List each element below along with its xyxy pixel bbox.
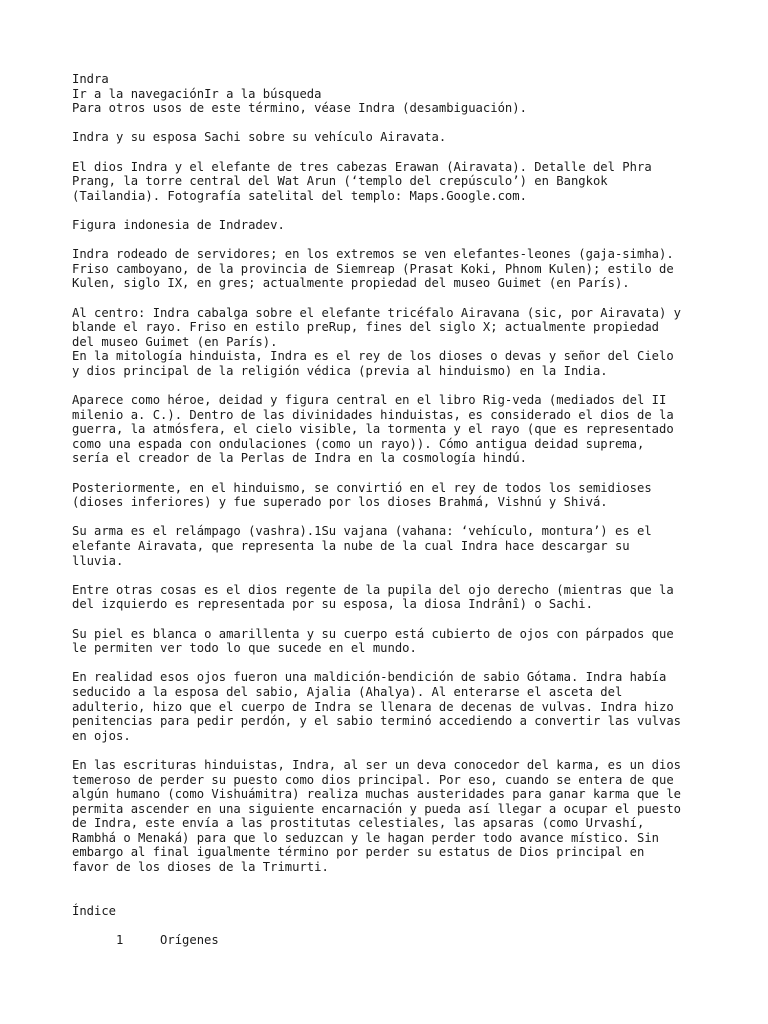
- toc-item-number: 1: [116, 933, 124, 948]
- paragraph-line: guerra, la atmósfera, el cielo visible, la tormenta y el rayo (que es representado: [72, 422, 674, 437]
- caption-2: [72, 160, 712, 204]
- document-header: [72, 72, 712, 116]
- toc-heading: Índice: [72, 903, 117, 918]
- toc-item-label: Orígenes: [160, 933, 219, 948]
- document-page: [72, 72, 712, 948]
- paragraph-7: [72, 670, 712, 743]
- toc-item[interactable]: [72, 918, 712, 948]
- paragraph-line: embargo al final igualmente término por perder su estatus de Dios principal en: [72, 845, 645, 860]
- paragraph-line: Entre otras cosas es el dios regente de la pupila del ojo derecho (mientras que la: [72, 582, 674, 597]
- paragraph-line: En la mitología hinduista, Indra es el rey de los dioses o devas y señor del Cielo: [72, 349, 674, 364]
- paragraph-line: como una espada con ondulaciones (como un rayo)). Cómo antigua deidad suprema,: [72, 436, 645, 451]
- paragraph-line: Rambhá o Menaká) para que lo seduzcan y le hagan perder todo avance místico. Sin: [72, 830, 659, 845]
- paragraph-line: Aparece como héroe, deidad y figura central en el libro Rig-veda (mediados del II: [72, 393, 667, 408]
- paragraph-line: elefante Airavata, que representa la nube de la cual Indra hace descargar su: [72, 539, 630, 553]
- paragraph-line: de Indra, este envía a las prostitutas celestiales, las apsaras (como Urvashí,: [72, 816, 645, 831]
- navigation-links[interactable]: Ir a la navegaciónIr a la búsqueda: [72, 86, 322, 101]
- paragraph-line: (dioses inferiores) y fue superado por los dioses Brahmá, Vishnú y Shivá.: [72, 495, 608, 510]
- paragraph-line: algún humano (como Vishuámitra) realiza muchas austeridades para ganar karma que le: [72, 787, 682, 802]
- caption-line: El dios Indra y el elefante de tres cabezas Erawan (Airavata). Detalle del Phra: [72, 159, 652, 174]
- caption-3: [72, 218, 712, 233]
- paragraph-line: permita ascender en una siguiente encarnación y pueda así llegar a ocupar el puesto: [72, 801, 682, 816]
- paragraph-line: sería el creador de la Perlas de Indra en la cosmología hindú.: [72, 451, 527, 466]
- paragraph-5: [72, 583, 712, 612]
- paragraph-1: [72, 349, 712, 378]
- paragraph-line: Su arma es el relámpago (vashra).1Su vajana (vahana: ‘vehículo, montura’) es el: [72, 524, 652, 539]
- paragraph-line: En las escrituras hinduistas, Indra, al ser un deva conocedor del karma, es un dios: [72, 757, 682, 772]
- caption-5: [72, 306, 712, 350]
- caption-line: Figura indonesia de Indradev.: [72, 217, 285, 232]
- paragraph-line: Posteriormente, en el hinduismo, se convirtió en el rey de todos los semidioses: [72, 480, 652, 495]
- paragraph-line: temeroso de perder su puesto como dios principal. Por eso, cuando se entera de que: [72, 772, 674, 787]
- table-of-contents: [72, 903, 712, 948]
- paragraph-2: [72, 393, 712, 466]
- caption-line: Friso camboyano, de la provincia de Siemreap (Prasat Koki, Phnom Kulen); estilo de: [72, 261, 674, 276]
- caption-line: (Tailandia). Fotografía satelital del templo: Maps.Google.com.: [72, 188, 527, 203]
- caption-1: [72, 130, 712, 145]
- paragraph-line: del izquierdo es representada por su esposa, la diosa Indrânî) o Sachi.: [72, 597, 593, 612]
- paragraph-4: [72, 524, 712, 568]
- blank-line: [72, 889, 712, 904]
- paragraph-line: penitencias para pedir perdón, y el sabio terminó accediendo a convertir las vulvas: [72, 714, 682, 729]
- paragraph-8: [72, 758, 712, 875]
- paragraph-6: [72, 627, 712, 656]
- disambiguation-note: Para otros usos de este término, véase Indra (desambiguación).: [72, 101, 527, 116]
- caption-line: Al centro: Indra cabalga sobre el elefante tricéfalo Airavana (sic, por Airavata) y: [72, 305, 682, 320]
- paragraph-line: En realidad esos ojos fueron una maldición-bendición de sabio Gótama. Indra había: [72, 670, 667, 685]
- paragraph-3: [72, 481, 712, 510]
- caption-line: Kulen, siglo IX, en gres; actualmente propiedad del museo Guimet (en París).: [72, 276, 630, 291]
- paragraph-line: Su piel es blanca o amarillenta y su cuerpo está cubierto de ojos con párpados que: [72, 626, 674, 641]
- caption-line: Prang, la torre central del Wat Arun (‘templo del crepúsculo’) en Bangkok: [72, 174, 608, 189]
- paragraph-line: le permiten ver todo lo que sucede en el mundo.: [72, 641, 417, 656]
- caption-line: Indra rodeado de servidores; en los extremos se ven elefantes-leones (gaja-simha).: [72, 247, 674, 262]
- article-title: Indra: [72, 72, 109, 86]
- caption-line: blande el rayo. Friso en estilo preRup, fines del siglo X; actualmente propiedad: [72, 320, 659, 335]
- caption-line: Indra y su esposa Sachi sobre su vehículo Airavata.: [72, 130, 447, 145]
- paragraph-line: seducido a la esposa del sabio, Ajalia (Ahalya). Al enterarse el asceta del: [72, 684, 623, 699]
- caption-4: [72, 247, 712, 291]
- paragraph-line: favor de los dioses de la Trimurti.: [72, 860, 329, 875]
- paragraph-line: en ojos.: [72, 728, 131, 743]
- paragraph-line: lluvia.: [72, 553, 124, 568]
- paragraph-line: adulterio, hizo que el cuerpo de Indra se llenara de decenas de vulvas. Indra hizo: [72, 699, 674, 714]
- caption-line: del museo Guimet (en París).: [72, 334, 278, 349]
- paragraph-line: milenio a. C.). Dentro de las divinidades hinduistas, es considerado el dios de la: [72, 407, 674, 422]
- paragraph-line: y dios principal de la religión védica (previa al hinduismo) en la India.: [72, 363, 608, 378]
